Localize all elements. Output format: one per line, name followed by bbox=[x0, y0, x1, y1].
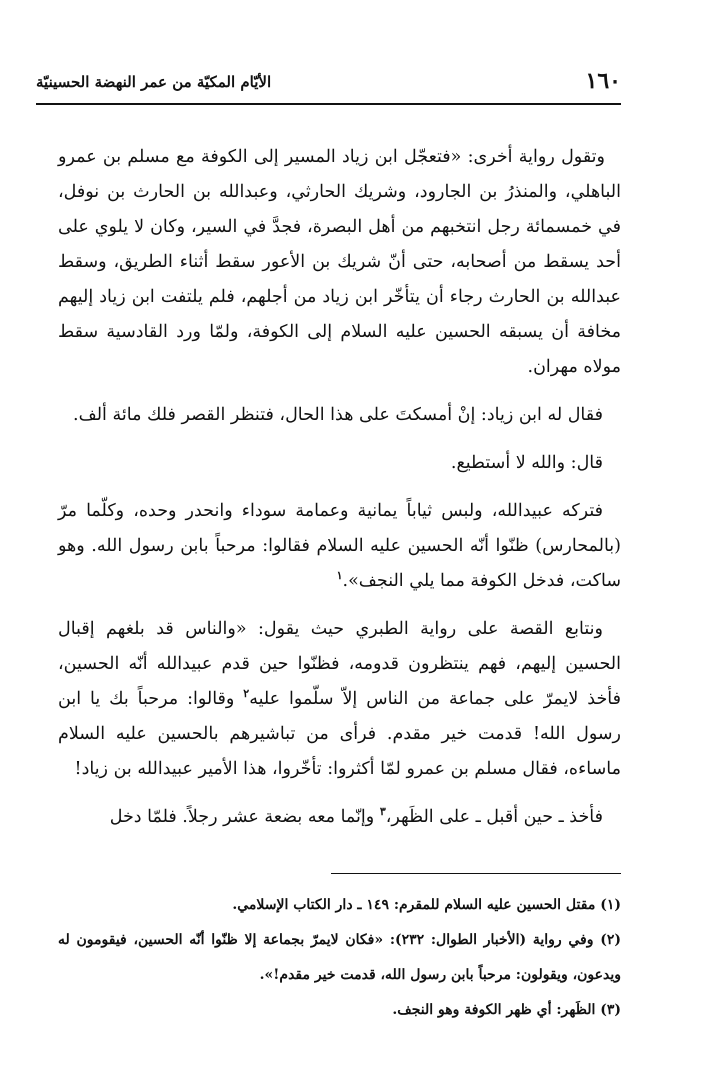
paragraph-text: وإنّما معه بضعة عشر رجلاً. فلمّا دخل bbox=[109, 807, 380, 827]
paragraph bbox=[58, 494, 621, 599]
paragraph bbox=[58, 446, 621, 481]
paragraph-text: فتركه عبيدالله، ولبس ثياباً يمانية وعمامة سوداء وانحدر وحده، وكلّما مرّ (بالمحارس) ظنّوا أنّه الحسين عليه السلام فقالوا: مرحباً بابن رسول الله. وهو ساكت، فدخل الكوفة مما يلي النجف». bbox=[58, 501, 621, 591]
footnote: (١) مقتل الحسين عليه السلام للمقرم: ١٤٩ ـ دار الكتاب الإسلامي. bbox=[232, 897, 621, 913]
paragraph-text: فقال له ابن زياد: إنْ أمسكتَ على هذا الحال، فتنظر القصر فلك مائة ألف. bbox=[73, 405, 603, 425]
main-text bbox=[58, 140, 621, 848]
paragraph bbox=[58, 398, 621, 433]
page-header bbox=[36, 66, 621, 100]
footnotes bbox=[58, 888, 621, 1028]
footnote-ref[interactable]: ٢ bbox=[243, 687, 250, 701]
header-rule bbox=[36, 103, 621, 105]
paragraph bbox=[58, 800, 621, 835]
paragraph bbox=[58, 140, 621, 385]
paragraph-text: وقالوا: مرحباً بك يا ابن رسول الله! قدمت خير مقدم. فرأى من تباشيرهم بالحسين عليه السلام ماساءه، فقال مسلم بن عمرو لمّا أكثروا: تأخّروا، هذا الأمير عبيدالله بن زياد! bbox=[58, 689, 621, 779]
footnote: (٣) الظَهر: أي ظهر الكوفة وهو النجف. bbox=[392, 1002, 621, 1018]
paragraph-text: فأخذ ـ حين أقبل ـ على الظَهر، bbox=[385, 807, 603, 827]
paragraph bbox=[58, 612, 621, 787]
footnote: (٢) وفي رواية (الأخبار الطوال: ٢٣٢): «فكان لايمرّ بجماعة إلا ظنّوا أنّه الحسين، فيقومون له ويدعون، ويقولون: مرحباً بابن رسول الله، قدمت خير مقدم!». bbox=[58, 932, 621, 983]
page-number: ١٦٠ bbox=[585, 68, 621, 94]
footnote-rule bbox=[331, 873, 621, 874]
paragraph-text: وتقول رواية أخرى: «فتعجّل ابن زياد المسير إلى الكوفة مع مسلم بن عمرو الباهلي، والمنذرُ بن الجارود، وشريك الحارثي، وعبدالله بن الحارث بن نوفل، في خمسمائة رجل انتخبهم من أهل البصرة، فجدَّ في السير، وكان لا يلوي على أحد يسقط من أصحابه، حتى أنّ شريك بن الأعور سقط أثناء الطريق، وسقط عبدالله بن الحارث رجاء أن يتأخّر ابن زياد من أجلهم، فلم يلتفت ابن زياد إليهم مخافة أن يسبقه الحسين عليه السلام إلى الكوفة، ولمّا ورد القادسية سقط مولاه مهران. bbox=[58, 147, 621, 377]
paragraph-text: ونتابع القصة على رواية الطبري حيث يقول: «والناس قد بلغهم إقبال الحسين إليهم، فهم ينتظرون قدومه، فظنّوا حين قدم عبيدالله أنّه الحسين، فأخذ لايمرّ على جماعة من الناس إلاّ سلّموا عليه bbox=[58, 619, 621, 709]
running-title: الأيّام المكيّة من عمر النهضة الحسينيّة bbox=[36, 73, 272, 91]
footnote-ref[interactable]: ٣ bbox=[379, 805, 386, 819]
footnote-ref[interactable]: ١ bbox=[336, 569, 343, 583]
paragraph-text: قال: والله لا أستطيع. bbox=[450, 453, 603, 473]
